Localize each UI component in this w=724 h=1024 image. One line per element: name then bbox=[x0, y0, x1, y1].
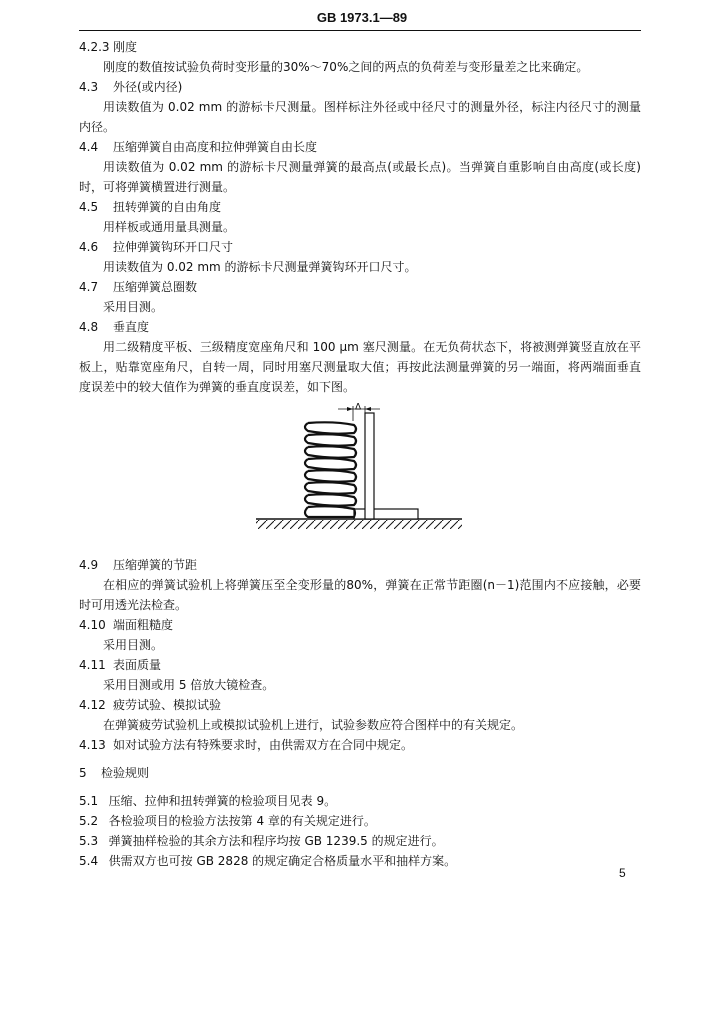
section-title: 外径(或内径) bbox=[113, 80, 183, 94]
rule-text: 供需双方也可按 GB 2828 的规定确定合格质量水平和抽样方案。 bbox=[108, 854, 457, 868]
rule-text: 弹簧抽样检验的其余方法和程序均按 GB 1239.5 的规定进行。 bbox=[108, 834, 444, 848]
section-number: 4.12 bbox=[79, 698, 106, 712]
section-number: 4.4 bbox=[79, 140, 99, 154]
section-title: 表面质量 bbox=[113, 658, 162, 672]
section-number: 4.13 bbox=[79, 738, 106, 752]
section-body: 用读数值为 0.02 mm 的游标卡尺测量。图样标注外径或中径尺寸的测量外径，标注内径尺寸的测量内径。 bbox=[79, 100, 641, 134]
section-heading bbox=[79, 37, 641, 57]
chapter-heading bbox=[79, 763, 641, 783]
header-rule bbox=[79, 30, 641, 31]
section-body: 用二级精度平板、三级精度宽座角尺和 100 μm 塞尺测量。在无负荷状态下，将被测弹簧竖直放在平板上，贴靠宽座角尺，自转一周，同时用塞尺测量取大值；再按此法测量弹簧的另一端面，将两端面垂直度误差中的较大值作为弹簧的垂直度误差，如下图。 bbox=[79, 340, 641, 394]
section-body: 采用目测。 bbox=[103, 638, 164, 652]
page-content bbox=[79, 37, 641, 871]
perpendicularity-figure bbox=[79, 401, 641, 553]
section-body: 用读数值为 0.02 mm 的游标卡尺测量弹簧的最高点(或最长点)。当弹簧自重影响自由高度(或长度)时，可将弹簧横置进行测量。 bbox=[79, 160, 641, 194]
delta-arrow-left bbox=[347, 407, 353, 411]
section-heading bbox=[79, 137, 641, 157]
square-base bbox=[354, 509, 418, 519]
section-title: 刚度 bbox=[113, 40, 138, 54]
rule-item bbox=[79, 831, 641, 851]
section-number: 4.5 bbox=[79, 200, 99, 214]
spring-square-diagram bbox=[250, 401, 468, 551]
section-title: 扭转弹簧的自由角度 bbox=[113, 200, 222, 214]
rule-number: 5.3 bbox=[79, 834, 99, 848]
chapter-number: 5 bbox=[79, 766, 87, 780]
rule-number: 5.1 bbox=[79, 794, 99, 808]
section-number: 4.9 bbox=[79, 558, 99, 572]
delta-label: Δ bbox=[355, 402, 362, 413]
section-body: 在相应的弹簧试验机上将弹簧压至全变形量的80%，弹簧在正常节距圈(n－1)范围内不应接触，必要时可用透光法检查。 bbox=[79, 578, 641, 612]
square-blade bbox=[365, 413, 374, 519]
section-title: 端面粗糙度 bbox=[113, 618, 174, 632]
section-heading bbox=[79, 695, 641, 715]
section-title: 压缩弹簧总圈数 bbox=[113, 280, 198, 294]
section-body: 用读数值为 0.02 mm 的游标卡尺测量弹簧钩环开口尺寸。 bbox=[103, 260, 417, 274]
rule-item bbox=[79, 811, 641, 831]
rule-number: 5.2 bbox=[79, 814, 99, 828]
section-number: 4.3 bbox=[79, 80, 99, 94]
section-heading bbox=[79, 197, 641, 217]
section-number: 4.8 bbox=[79, 320, 99, 334]
section-body: 采用目测。 bbox=[103, 300, 164, 314]
rule-number: 5.4 bbox=[79, 854, 99, 868]
page-number: 5 bbox=[619, 866, 626, 880]
rule-text: 各检验项目的检验方法按第 4 章的有关规定进行。 bbox=[108, 814, 376, 828]
section-heading bbox=[79, 277, 641, 297]
section-number: 4.10 bbox=[79, 618, 106, 632]
spring-coils bbox=[305, 422, 356, 517]
rule-item bbox=[79, 791, 641, 811]
section-title: 垂直度 bbox=[113, 320, 150, 334]
section-title: 疲劳试验、模拟试验 bbox=[113, 698, 222, 712]
section-title: 压缩弹簧自由高度和拉伸弹簧自由长度 bbox=[113, 140, 318, 154]
section-title: 拉伸弹簧钩环开口尺寸 bbox=[113, 240, 234, 254]
section-number: 4.7 bbox=[79, 280, 99, 294]
section-title: 压缩弹簧的节距 bbox=[113, 558, 198, 572]
surface-plate-hatch bbox=[256, 520, 462, 529]
chapter-title: 检验规则 bbox=[101, 766, 150, 780]
section-body: 采用目测或用 5 倍放大镜检查。 bbox=[103, 678, 275, 692]
section-heading bbox=[79, 555, 641, 575]
rule-item bbox=[79, 851, 641, 871]
section-heading bbox=[79, 237, 641, 257]
document-code: GB 1973.1—89 bbox=[316, 10, 408, 25]
section-body: 用样板或通用量具测量。 bbox=[103, 220, 236, 234]
section-title: 如对试验方法有特殊要求时，由供需双方在合同中规定。 bbox=[113, 738, 414, 752]
section-heading bbox=[79, 735, 641, 755]
section-number: 4.2.3 bbox=[79, 40, 110, 54]
section-heading bbox=[79, 615, 641, 635]
delta-arrow-right bbox=[365, 407, 371, 411]
section-body: 刚度的数值按试验负荷时变形量的30%～70%之间的两点的负荷差与变形量差之比来确定。 bbox=[103, 60, 589, 74]
section-heading bbox=[79, 655, 641, 675]
section-body: 在弹簧疲劳试验机上或模拟试验机上进行，试验参数应符合图样中的有关规定。 bbox=[103, 718, 524, 732]
section-number: 4.11 bbox=[79, 658, 106, 672]
section-number: 4.6 bbox=[79, 240, 99, 254]
section-heading bbox=[79, 317, 641, 337]
section-heading bbox=[79, 77, 641, 97]
rule-text: 压缩、拉伸和扭转弹簧的检验项目见表 9。 bbox=[108, 794, 337, 808]
